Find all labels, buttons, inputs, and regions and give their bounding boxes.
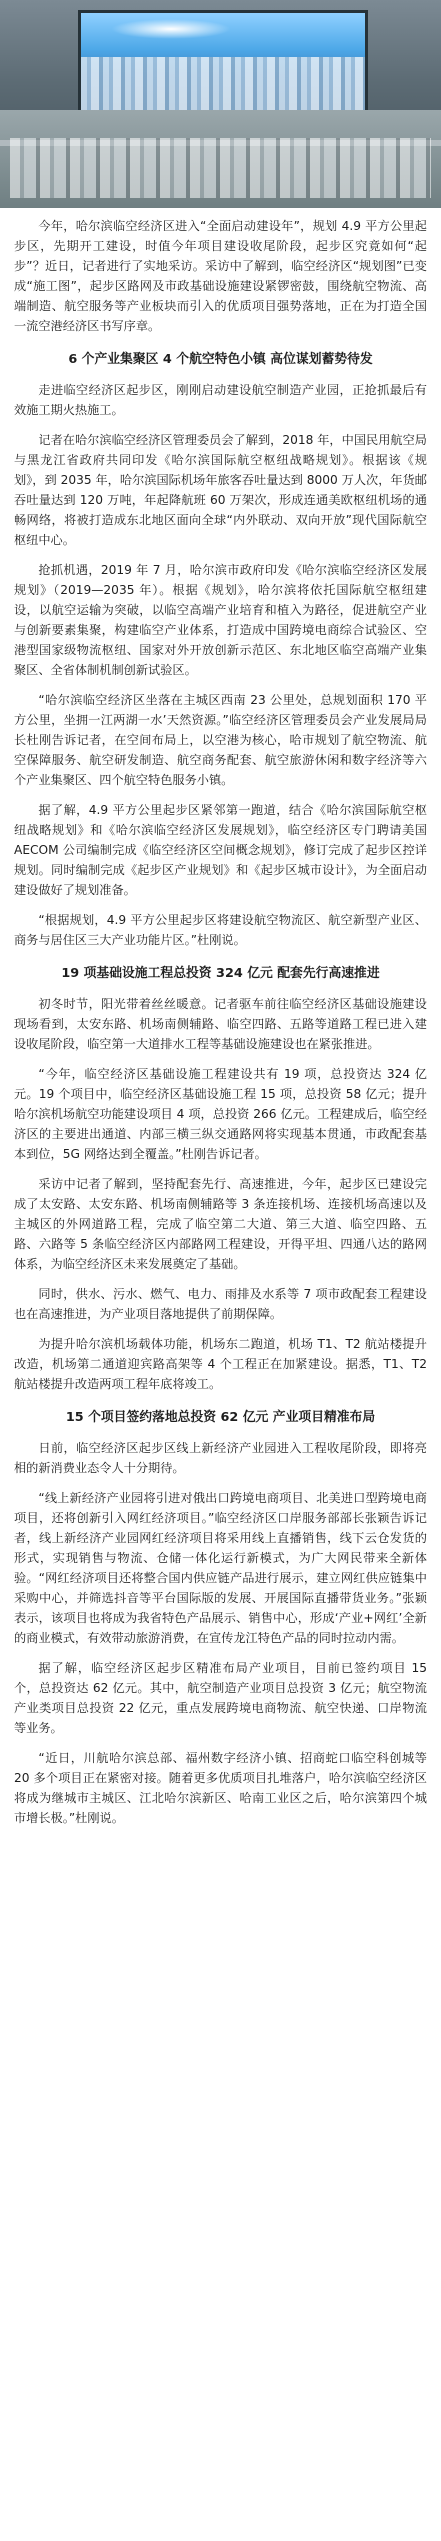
paragraph: 日前，临空经济区起步区线上新经济产业园进入工程收尾阶段，即将亮相的新消费业态令人十分期待。 [14,1441,427,1475]
paragraph: “哈尔滨临空经济区坐落在主城区西南 23 公里处，总规划面积 170 平方公里，坐拥一江两湖一水’天然资源。”临空经济区管理委员会产业发展局局长杜刚告诉记者，在空间布局上，以空港为核心，哈市规划了航空物流、航空保障服务、航空研发制造、航空商务配套、航空旅游休闲和数字经济等六个产业集聚区、四个航空特色服务小镇。 [14,693,427,787]
exhibition-hall-photo [0,0,441,208]
paragraph: 同时，供水、污水、燃气、电力、雨排及水系等 7 项市政配套工程建设也在高速推进，为产业项目落地提供了前期保障。 [14,1287,427,1321]
screen-city-skyline [81,57,365,117]
display-screen [78,10,368,120]
paragraph: “今年，临空经济区基础设施工程建设共有 19 项，总投资达 324 亿元。19 个项目中，临空经济区基础设施工程 15 项，总投资 58 亿元；提升哈尔滨机场航空功能建设项目 4 项，总投资 266 亿元。工程建成后，临空经济区的主要进出通道、内部三横三纵交通路网将实现基本贯通，市政配套基本到位，5G 网络达到全覆盖。”杜刚告诉记者。 [14,1067,427,1161]
paragraph: 走进临空经济区起步区，刚刚启动建设航空制造产业园，正抢抓最后有效施工期火热施工。 [14,383,427,417]
section-heading: 6 个产业集聚区 4 个航空特色小镇 高位谋划蓄势待发 [68,352,373,367]
paragraph: 据了解，4.9 平方公里起步区紧邻第一跑道，结合《哈尔滨国际航空枢纽战略规划》和《哈尔滨临空经济区发展规划》，临空经济区专门聘请美国 AECOM 公司编制完成《临空经济区空间概念规划》，修订完成了起步区控详规划。同时编制完成《起步区产业规划》和《起步区城市设计》，为全面启动建设做好了规划准备。 [14,803,427,897]
paragraph: “线上新经济产业园将引进对俄出口跨境电商项目、北美进口型跨境电商项目，还将创新引入网红经济项目。”临空经济区口岸服务部部长张颖告诉记者，线上新经济产业园网红经济项目将采用线上直播销售，线下云仓发货的形式，实现销售与物流、仓储一体化运行新模式，为广大网民带来全新体验。“网红经济项目还将整合国内供应链产品进行展示，建立网红供应链集中采购中心，并筛选抖音等平台国际版的发展、开展国际直播带货业务。”张颖表示，该项目也将成为我省特色产品展示、销售中心，形成‘产业+网红’全新的商业模式，有效带动旅游消费，在宣传龙江特色产品的同时拉动内需。 [14,1491,427,1645]
section-heading: 19 项基础设施工程总投资 324 亿元 配套先行高速推进 [61,966,380,981]
sand-table-model [0,110,441,208]
paragraph: 抢抓机遇，2019 年 7 月，哈尔滨市政府印发《哈尔滨临空经济区发展规划》（2019—2035 年）。根据《规划》，哈尔滨将依托国际航空枢纽建设，以航空运输为突破，以临空高端产业培育和植入为路径，促进航空产业与创新要素集聚，构建临空产业体系，打造成中国跨境电商综合试验区、空港型国家级物流枢纽、国家对外开放创新示范区、东北地区临空高端产业集聚区、全省体制机制创新试验区。 [14,563,427,677]
paragraph: “根据规划，4.9 平方公里起步区将建设航空物流区、航空新型产业区、商务与居住区三大产业功能片区。”杜刚说。 [14,913,427,947]
article-body [0,216,441,1828]
section-heading: 15 个项目签约落地总投资 62 亿元 产业项目精准布局 [65,1410,376,1425]
paragraph: 记者在哈尔滨临空经济区管理委员会了解到，2018 年，中国民用航空局与黑龙江省政府共同印发《哈尔滨国际航空枢纽战略规划》。根据该《规划》，到 2035 年，哈尔滨国际机场年旅客吞吐量达到 8000 万人次，年货邮吞吐量达到 120 万吨，年起降航班 60 万架次，形成连通美欧枢纽机场的通畅网络，将被打造成东北地区面向全球“内外联动、双向开放”现代国际航空枢纽中心。 [14,433,427,547]
paragraph: 采访中记者了解到，坚持配套先行、高速推进，今年，起步区已建设完成了太安路、太安东路、机场南侧辅路等 3 条连接机场、连接机场高速以及主城区的外网道路工程，完成了临空第二大道、第三大道、临空四路、五路、六路等 5 条临空经济区内部路网工程建设，开得平坦、四通八达的路网体系，为临空经济区未来发展奠定了基础。 [14,1177,427,1271]
paragraph: 据了解，临空经济区起步区精准布局产业项目，目前已签约项目 15 个，总投资达 62 亿元。其中，航空制造产业项目总投资 3 亿元；航空物流产业类项目总投资 22 亿元，重点发展跨境电商物流、航空快递、口岸物流等业务。 [14,1661,427,1735]
screen-sky-glow [111,19,231,39]
paragraph: 初冬时节，阳光带着丝丝暖意。记者驱车前往临空经济区基础设施建设现场看到，太安东路、机场南侧辅路、临空四路、五路等道路工程已进入建设收尾阶段，临空第一大道排水工程等基础设施建设也在紧张推进。 [14,997,427,1051]
paragraph: 今年，哈尔滨临空经济区进入“全面启动建设年”，规划 4.9 平方公里起步区，先期开工建设，时值今年项目建设收尾阶段，起步区究竟如何“起步”？近日，记者进行了实地采访。采访中了解到，临空经济区“规划图”已变成“施工图”，起步区路网及市政基础设施建设紧锣密鼓，围绕航空物流、高端制造、航空服务等产业板块而引入的优质项目强势落地，正在为打造全国一流空港经济区书写序章。 [14,219,427,333]
paragraph: 为提升哈尔滨机场载体功能，机场东二跑道，机场 T1、T2 航站楼提升改造，机场第二通道迎宾路高架等 4 个工程正在加紧建设。据悉，T1、T2 航站楼提升改造两项工程年底将竣工。 [14,1337,427,1391]
paragraph: “近日，川航哈尔滨总部、福州数字经济小镇、招商蛇口临空科创城等 20 多个项目正在紧密对接。随着更多优质项目扎堆落户，哈尔滨临空经济区将成为继城市主城区、江北哈尔滨新区、哈南工业区之后，哈尔滨第四个城市增长极。”杜刚说。 [14,1751,427,1825]
model-buildings [10,138,431,198]
